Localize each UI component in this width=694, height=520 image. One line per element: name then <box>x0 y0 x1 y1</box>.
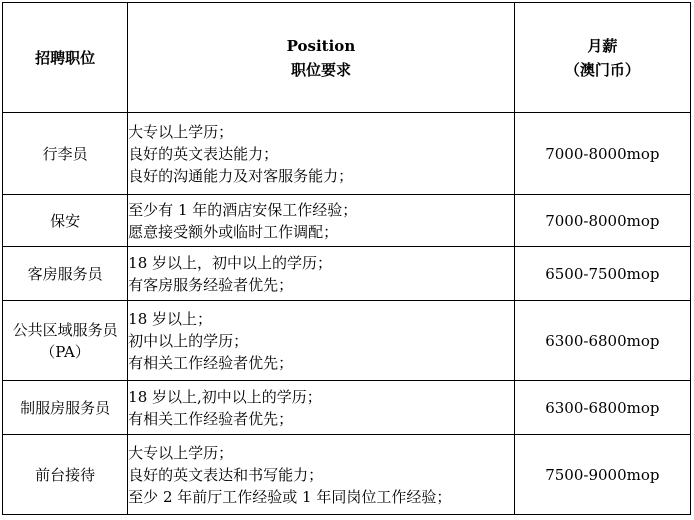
table-row <box>3 113 691 195</box>
header-salary-unit: （澳门币） <box>564 60 640 79</box>
position-name: 制服房服务员 <box>20 398 111 417</box>
requirement-line: 良好的英文表达和书写能力； <box>128 465 324 484</box>
header-position <box>3 3 128 113</box>
salary-cell: 7000-8000mop <box>514 195 690 247</box>
header-salary <box>514 3 690 113</box>
requirements-cell <box>128 381 515 435</box>
position-cell <box>3 113 128 195</box>
salary-cell: 6500-7500mop <box>514 247 690 301</box>
position-name: 前台接待 <box>35 465 96 484</box>
salary-cell: 7500-9000mop <box>514 435 690 515</box>
requirement-line: 良好的英文表达能力； <box>128 144 279 163</box>
position-name: 行李员 <box>42 144 88 163</box>
position-cell <box>3 435 128 515</box>
requirement-line: 大专以上学历； <box>128 122 234 141</box>
requirement-line: 有相关工作经验者优先； <box>128 353 294 372</box>
table-row <box>3 301 691 381</box>
requirement-line: 至少 2 年前厅工作经验或 1 年同岗位工作经验； <box>128 487 452 506</box>
table-row <box>3 247 691 301</box>
requirements-cell <box>128 195 515 247</box>
table-row <box>3 381 691 435</box>
salary-cell: 7000-8000mop <box>514 113 690 195</box>
position-cell <box>3 381 128 435</box>
header-position-label: 招聘职位 <box>35 48 96 67</box>
position-abbrev: （PA） <box>40 342 90 361</box>
header-salary-label: 月薪 <box>587 36 618 55</box>
requirements-cell <box>128 247 515 301</box>
header-requirements-zh: 职位要求 <box>290 60 351 79</box>
recruitment-table <box>2 2 691 515</box>
requirements-cell <box>128 113 515 195</box>
table-row <box>3 195 691 247</box>
position-cell <box>3 301 128 381</box>
requirement-line: 18 岁以上； <box>128 309 213 328</box>
requirement-line: 有客房服务经验者优先； <box>128 275 294 294</box>
position-cell <box>3 247 128 301</box>
salary-cell: 6300-6800mop <box>514 301 690 381</box>
requirement-line: 18 岁以上，初中以上的学历； <box>128 253 333 272</box>
requirement-line: 18 岁以上,初中以上的学历； <box>128 387 322 406</box>
position-name: 公共区域服务员 <box>12 320 118 339</box>
table-row <box>3 435 691 515</box>
position-cell <box>3 195 128 247</box>
requirement-line: 良好的沟通能力及对客服务能力； <box>128 166 354 185</box>
position-name: 保安 <box>50 211 81 230</box>
requirement-line: 初中以上的学历； <box>128 331 249 350</box>
requirement-line: 至少有 1 年的酒店安保工作经验； <box>128 200 358 219</box>
requirements-cell <box>128 435 515 515</box>
requirements-cell <box>128 301 515 381</box>
requirement-line: 愿意接受额外或临时工作调配； <box>128 222 339 241</box>
requirement-line: 有相关工作经验者优先； <box>128 409 294 428</box>
position-name: 客房服务员 <box>27 264 103 283</box>
header-requirements <box>128 3 515 113</box>
salary-cell: 6300-6800mop <box>514 381 690 435</box>
header-row <box>3 3 691 113</box>
requirement-line: 大专以上学历； <box>128 443 234 462</box>
header-requirements-en: Position <box>286 36 356 55</box>
